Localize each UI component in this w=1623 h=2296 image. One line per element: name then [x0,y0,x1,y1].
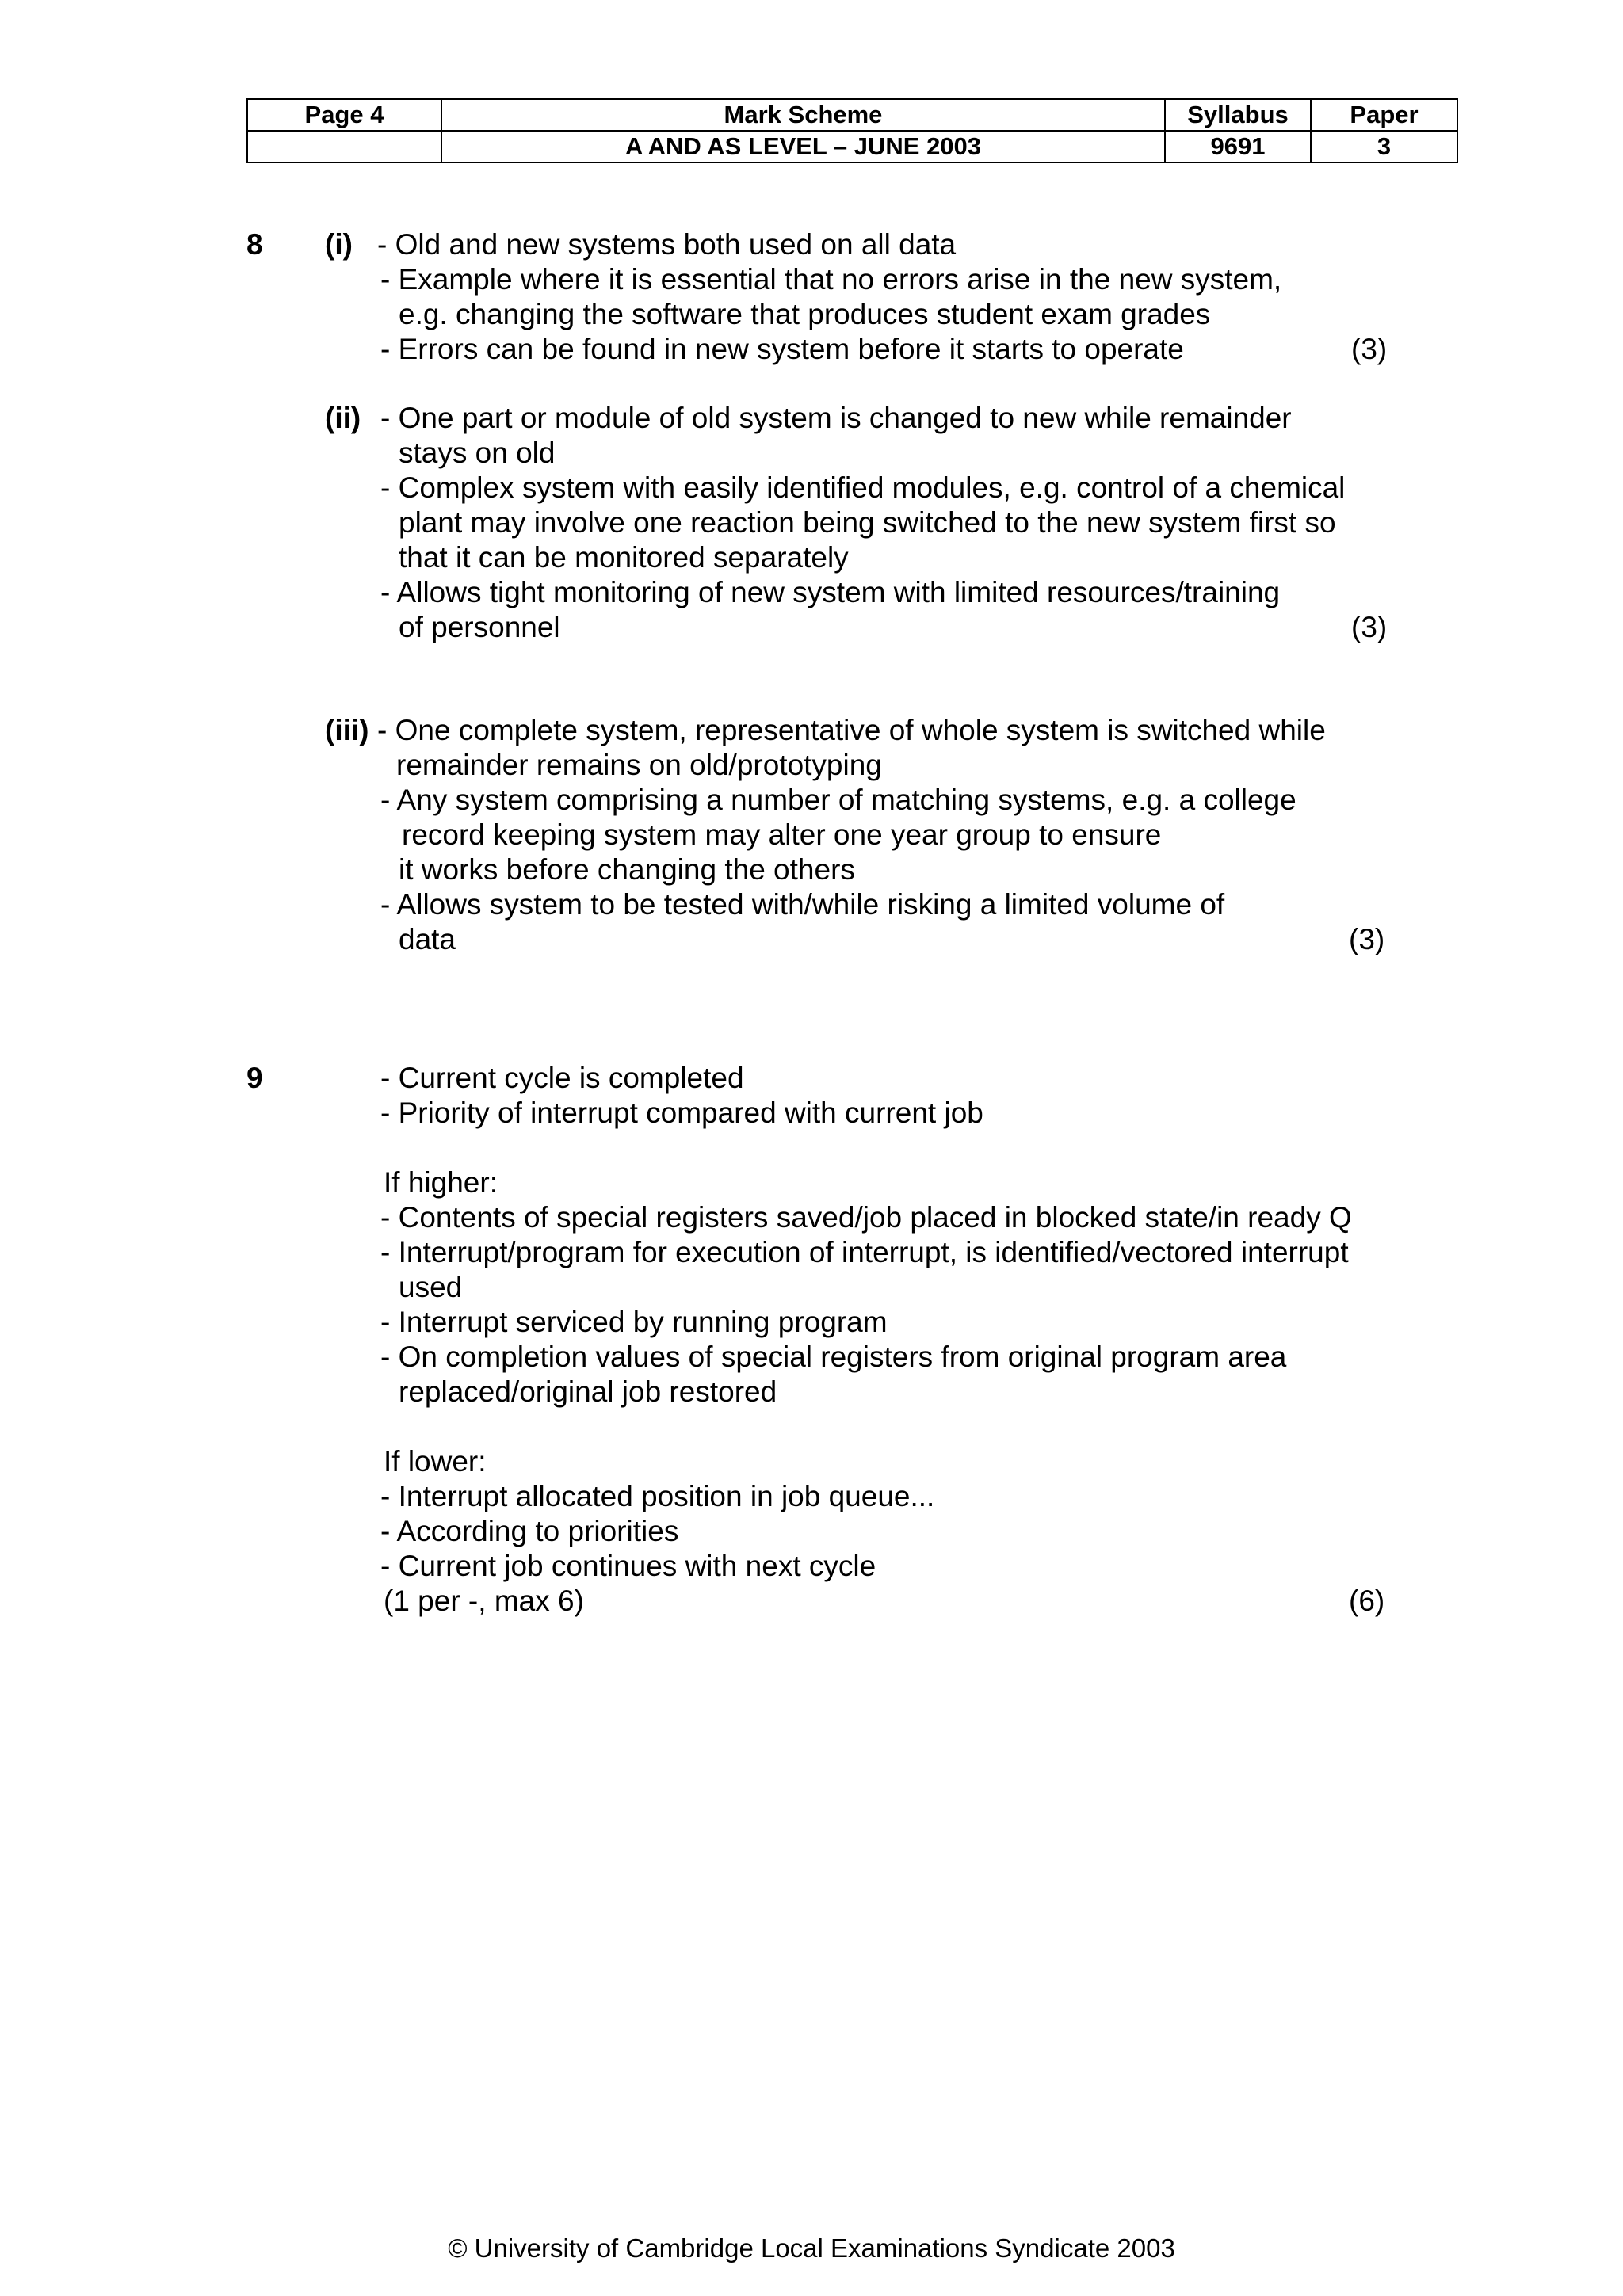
q9-line: - Current job continues with next cycle [380,1550,876,1582]
header-table [246,98,1458,163]
q9-line: If lower: [384,1445,487,1478]
q9-line: - Contents of special registers saved/job placed in blocked state/in ready Q [380,1201,1352,1234]
q9-line: - According to priorities [380,1515,679,1547]
q9-line: If higher: [384,1166,498,1199]
q8-ii-line: stays on old [399,437,556,469]
q9-line: - Interrupt/program for execution of interrupt, is identified/vectored interrupt [380,1236,1349,1268]
q8-iii-line: data [399,923,456,955]
q9-line: - Priority of interrupt compared with current job [380,1097,983,1129]
q9-line: (1 per -, max 6) [384,1585,584,1617]
q8-iii-line: - Allows system to be tested with/while risking a limited volume of [380,888,1225,921]
header-row-1 [247,99,1457,131]
header-subtitle: A AND AS LEVEL – JUNE 2003 [441,131,1165,162]
q8-i-line: - Errors can be found in new system before it starts to operate [380,333,1184,365]
header-page: Page 4 [247,99,441,131]
header-syllabus: 9691 [1165,131,1311,162]
header-title: Mark Scheme [441,99,1165,131]
q8-i-line: - Old and new systems both used on all data [377,228,957,261]
q8-iii-line: it works before changing the others [399,853,855,886]
marks-q8-iii: (3) [1349,923,1385,955]
question-number-8: 8 [246,228,263,261]
header-row-2 [247,131,1457,162]
q9-line: - On completion values of special registers from original program area [380,1341,1287,1373]
q8-iii-line: remainder remains on old/prototyping [396,749,882,781]
header-empty-cell [247,131,441,162]
marks-q9: (6) [1349,1585,1385,1617]
q8-i-line: - Example where it is essential that no errors arise in the new system, [380,263,1282,296]
part-label-i: (i) [325,228,353,261]
q8-ii-line: - Complex system with easily identified modules, e.g. control of a chemical [380,471,1346,504]
q9-line: - Interrupt serviced by running program [380,1306,888,1338]
q8-iii-line: record keeping system may alter one year group to ensure [402,818,1162,851]
q8-ii-line: - Allows tight monitoring of new system with limited resources/training [380,576,1281,608]
part-label-iii: (iii) [325,714,369,746]
q8-i-line: e.g. changing the software that produces student exam grades [399,298,1211,330]
header-paper: 3 [1311,131,1457,162]
part-label-ii: (ii) [325,402,361,434]
q9-line: - Interrupt allocated position in job queue... [380,1480,935,1512]
q9-line: - Current cycle is completed [380,1062,744,1094]
q8-iii-line: - Any system comprising a number of matching systems, e.g. a college [380,784,1296,816]
marks-q8-ii: (3) [1351,611,1388,643]
q8-ii-line: of personnel [399,611,560,643]
question-number-9: 9 [246,1062,263,1094]
header-syllabus-label: Syllabus [1165,99,1311,131]
q8-ii-line: plant may involve one reaction being switched to the new system first so [399,506,1336,539]
marks-q8-i: (3) [1351,333,1388,365]
q9-line: replaced/original job restored [399,1375,777,1408]
copyright-footer: © University of Cambridge Local Examinations Syndicate 2003 [448,2233,1175,2263]
q8-iii-line: - One complete system, representative of whole system is switched while [377,714,1326,746]
q8-ii-line: that it can be monitored separately [399,541,849,574]
q9-line: used [399,1271,463,1303]
q8-ii-line: - One part or module of old system is changed to new while remainder [380,402,1292,434]
header-paper-label: Paper [1311,99,1457,131]
